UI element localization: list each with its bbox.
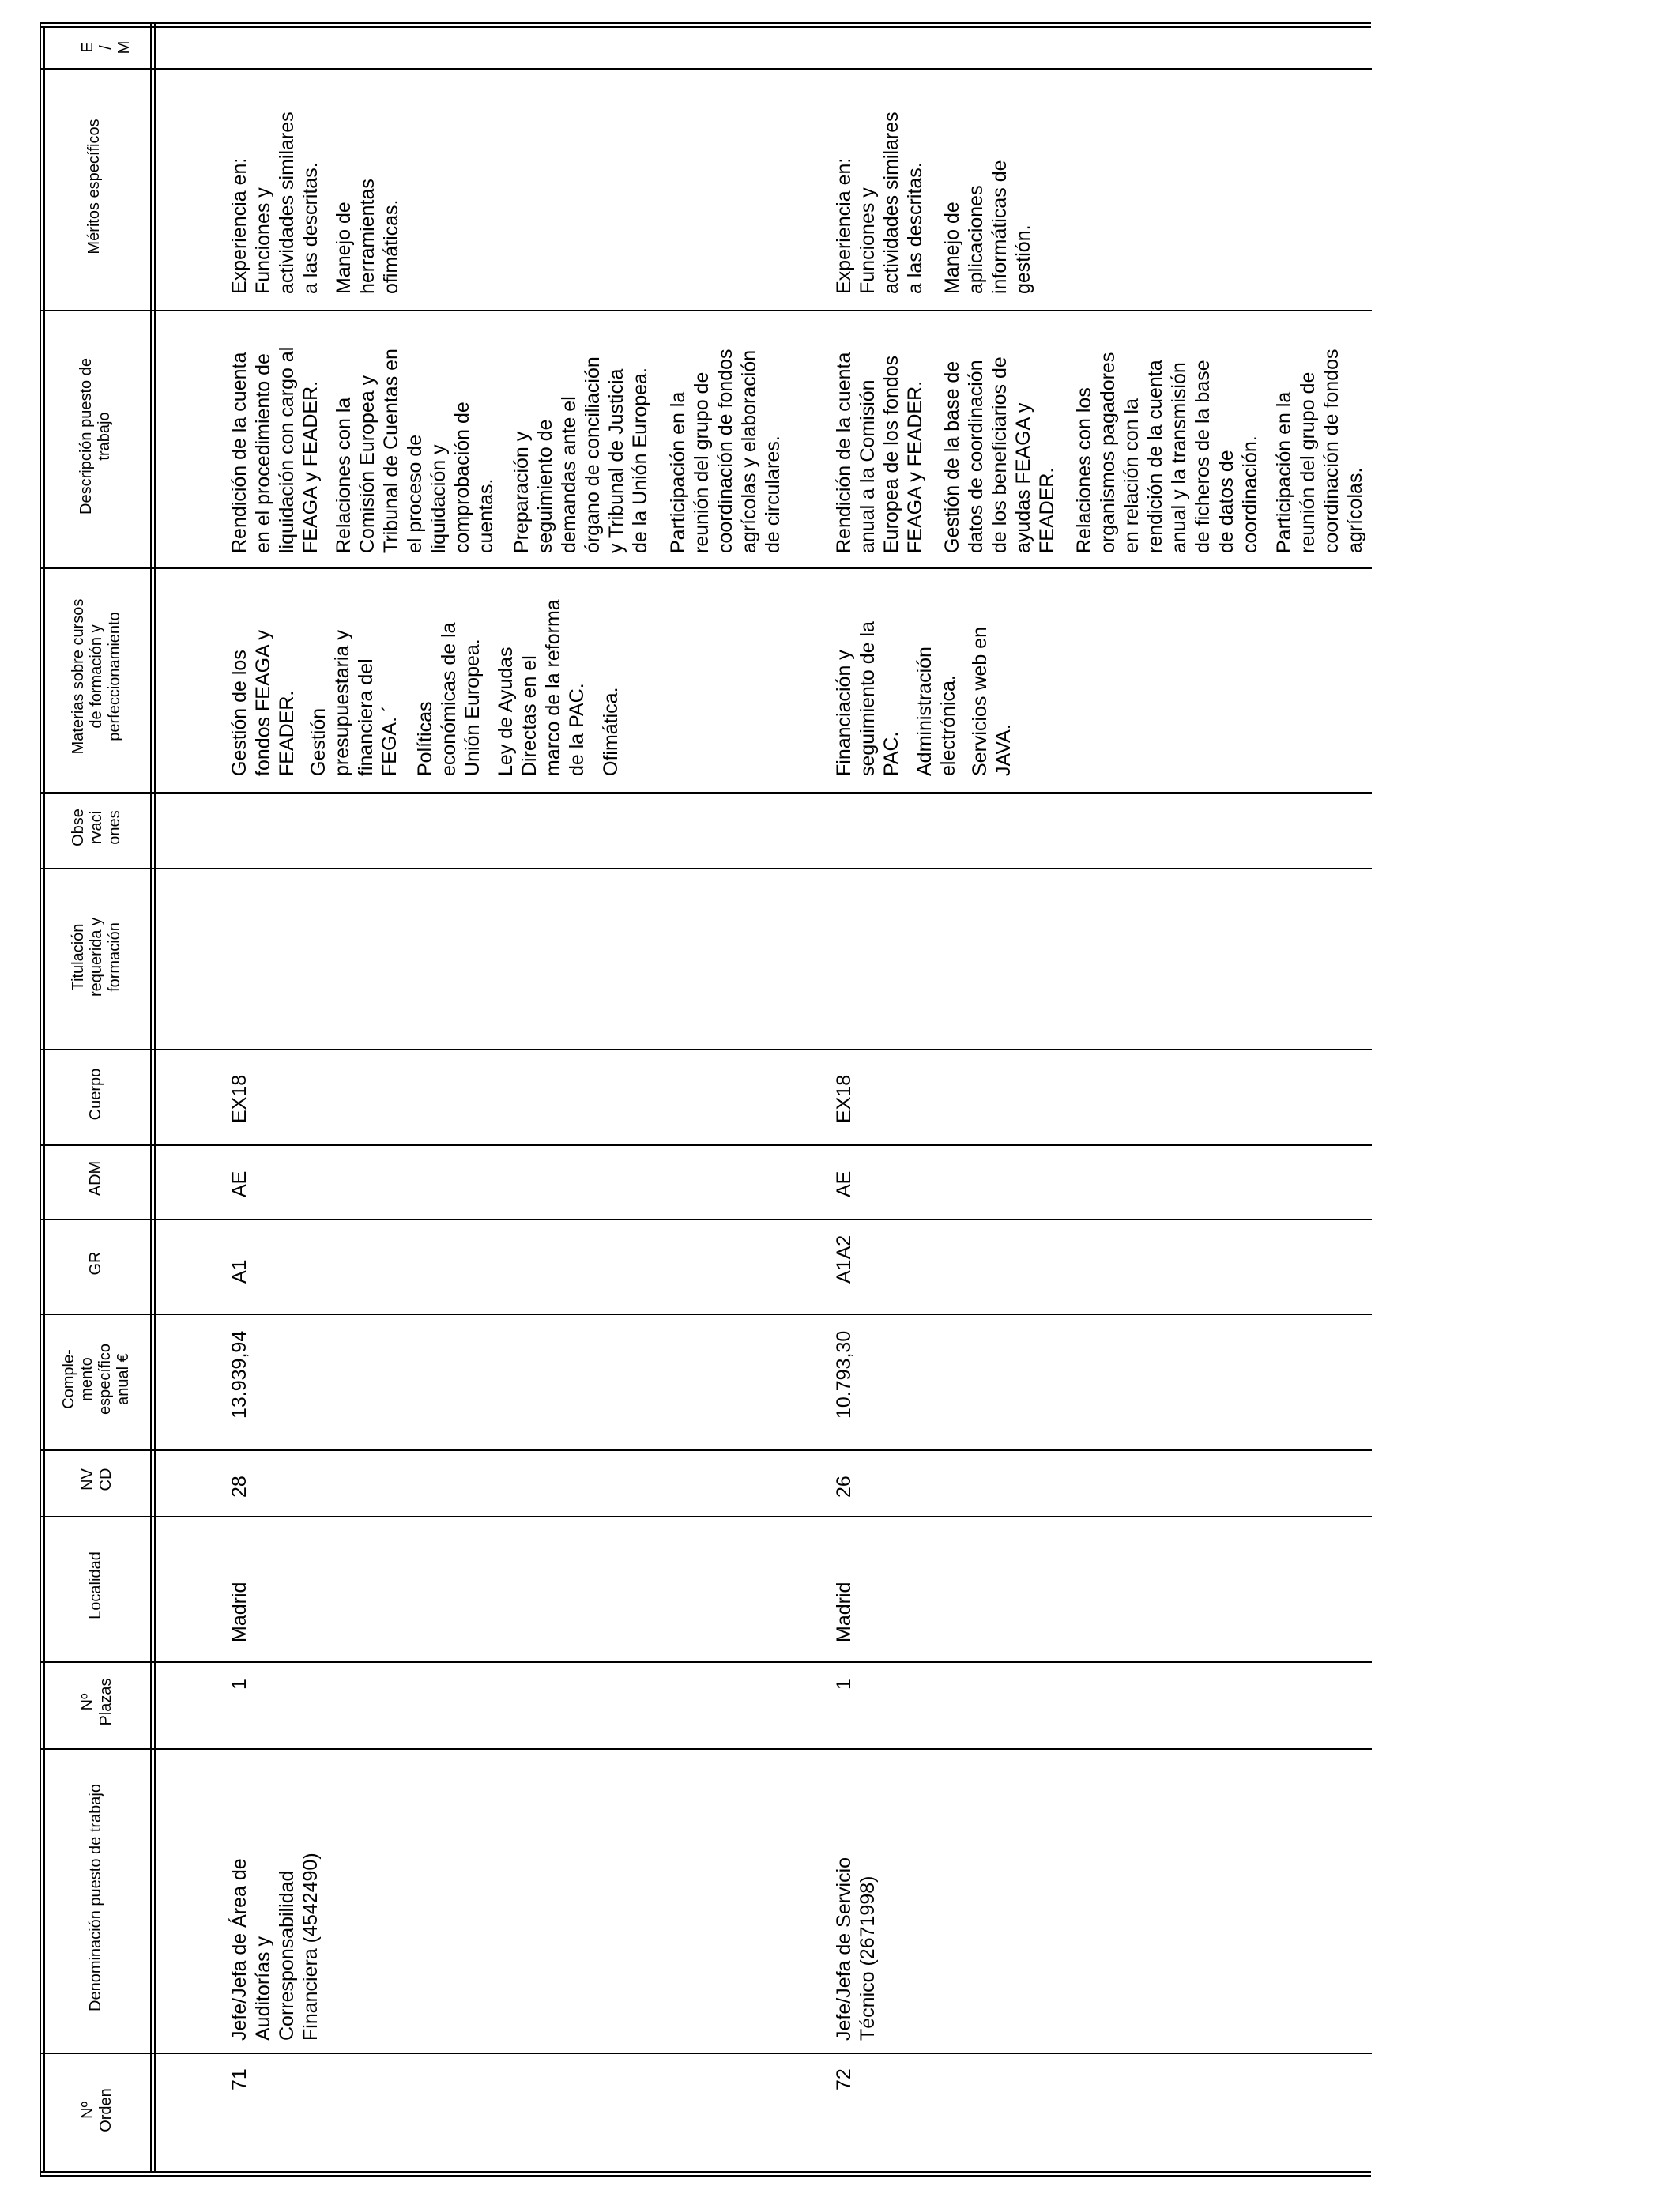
row-descripcion-3: Preparación y seguimiento de demandas ante el órgano de conciliación y Tribunal de Justicia de la Unión Europea. (510, 356, 651, 553)
row-descripcion-1: Rendición de la cuenta anual a la Comisión Europea de los fondos FEAGA y FEADER. (833, 352, 926, 553)
header-cuerpo: Cuerpo (87, 1068, 104, 1121)
row-meritos-1: Experiencia en: Funciones y actividades similares a las descritas. (833, 111, 926, 294)
row-descripcion-4: Participación en la reunión del grupo de coordinación de fondos agrícolas. (1273, 349, 1366, 553)
header-descripcion: Descripción puesto de trabajo (77, 358, 113, 515)
row-materias-5: Ofimática. (600, 687, 622, 776)
row-materias-1: Gestión de los fondos FEAGA y FEADER. (228, 630, 298, 776)
row-cuerpo: EX18 (833, 1074, 855, 1123)
header-meritos: Méritos específicos (85, 119, 103, 254)
row-denominacion: Jefe/Jefa de Servicio Técnico (2671998) (833, 1857, 879, 2041)
header-nivel: NV CD (79, 1468, 115, 1491)
row-descripcion-1: Rendición de la cuenta en el procedimiento de liquidación con cargo al FEAGA y FEADER. (228, 346, 322, 553)
row-descripcion-2: Gestión de la base de datos de coordinación de los beneficiarios de ayudas FEAGA y FEADER. (941, 356, 1058, 553)
header-orden: Nº Orden (79, 2088, 115, 2132)
row-meritos-2: Manejo de aplicaciones informáticas de gestión. (941, 160, 1034, 294)
row-plazas: 1 (833, 1679, 855, 1690)
header-plazas: Nº Plazas (79, 1678, 115, 1726)
row-meritos-2: Manejo de herramientas ofimáticas. (333, 179, 402, 294)
row-grupo: A1A2 (833, 1235, 855, 1284)
row-plazas: 1 (228, 1679, 250, 1690)
row-grupo: A1 (228, 1259, 250, 1284)
header-localidad: Localidad (87, 1551, 104, 1619)
row-localidad: Madrid (228, 1581, 250, 1642)
row-materias-2: Gestión presupuestaria y financiera del FEGA. ´ (307, 630, 401, 776)
header-observaciones: Obse rvaci ones (70, 809, 123, 846)
row-descripcion-4: Participación en la reunión del grupo de coordinación de fondos agrícolas y elaboración de circulares. (667, 349, 784, 553)
row-descripcion-3: Relaciones con los organismos pagadores en relación con la rendición de la cuenta anual y la transmisión de ficheros de la base de datos de coordinación. (1073, 352, 1261, 553)
header-adm: ADM (87, 1160, 104, 1197)
row-nivel: 26 (833, 1476, 855, 1498)
row-nivel: 28 (228, 1476, 250, 1498)
row-adm: AE (833, 1171, 855, 1197)
row-materias-3: Servicios web en JAVA. (969, 627, 1015, 776)
header-materias: Materias sobre cursos de formación y perfeccionamiento (70, 598, 123, 755)
row-descripcion-2: Relaciones con la Comisión Europea y Tribunal de Cuentas en el proceso de liquidación y comprobación de cuentas. (333, 349, 497, 553)
row-localidad: Madrid (833, 1581, 855, 1642)
row-denominacion: Jefe/Jefa de Área de Auditorías y Corresponsabilidad Financiera (4542490) (228, 1853, 322, 2041)
header-denominacion: Denominación puesto de trabajo (87, 1784, 104, 2011)
row-cuerpo: EX18 (228, 1074, 250, 1123)
row-complemento: 13.939,94 (228, 1330, 250, 1419)
row-meritos-1: Experiencia en: Funciones y actividades similares a las descritas. (228, 111, 322, 294)
header-grupo: GR (87, 1251, 104, 1276)
row-materias-3: Políticas económicas de la Unión Europea. (414, 622, 484, 776)
row-orden: 72 (833, 2068, 855, 2090)
header-titulacion: Titulación requerida y formación (70, 917, 123, 997)
header-complemento: Comple- mento específico anual € (60, 1343, 132, 1416)
row-materias-2: Administración electrónica. (913, 647, 959, 776)
header-em: E / M (79, 40, 133, 55)
row-materias-4: Ley de Ayudas Directas en el marco de la reforma de la PAC. (495, 599, 588, 776)
row-materias-1: Financiación y seguimiento de la PAC. (833, 621, 902, 776)
row-complemento: 10.793,30 (833, 1330, 855, 1419)
row-adm: AE (228, 1171, 250, 1197)
row-orden: 71 (228, 2068, 250, 2090)
